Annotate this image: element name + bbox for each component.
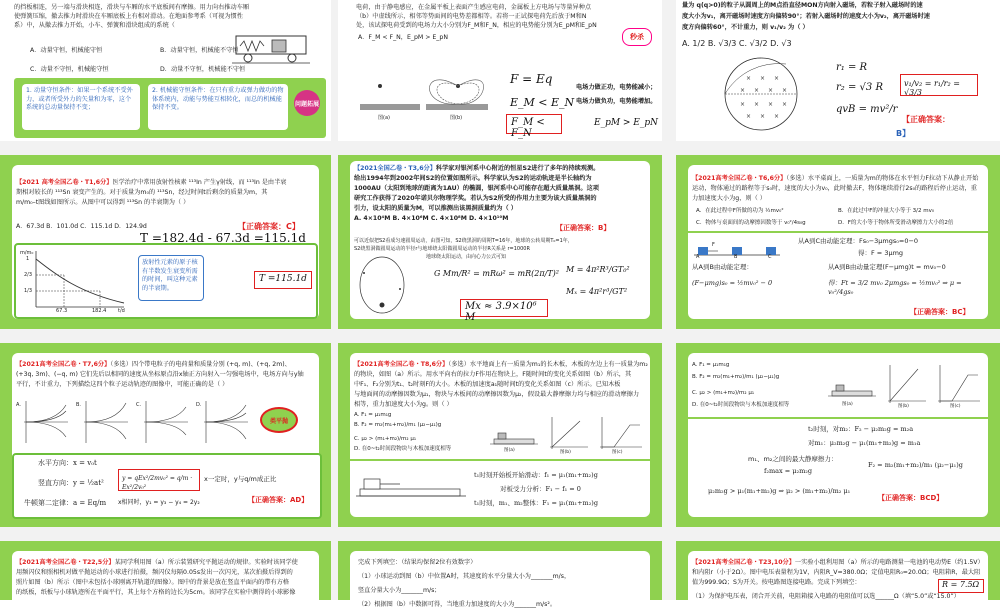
solution-equation: 牛顿第二定律：a = Eq/m	[24, 499, 107, 507]
option-c: C．动量不守恒，机械能守恒	[30, 66, 109, 73]
solution-equation: 对板受力分析：F₁ − f₁ = 0	[500, 485, 581, 493]
solution-equation: t₁时刻，m₁、m₂整体：F₁ = μ₁(m₁+m₂)g	[474, 499, 598, 507]
extend-badge: 问题拓展	[294, 90, 320, 116]
formula-radius-2: r₂ = √3 R	[836, 82, 883, 93]
slide-thumbnail-5[interactable]	[338, 155, 662, 329]
question-text-line: 照片如图（b）所示（图中未包括小球刚离开轨道的图像）。图中的背景是放在竖直平面内的带有方格	[16, 579, 290, 586]
y-axis-label: m/m₀	[20, 250, 34, 256]
solution-equation: 竖直方向：y = ½at²	[38, 479, 104, 487]
slide-thumbnail-12[interactable]	[676, 541, 1000, 600]
slide-thumbnail-3[interactable]	[676, 0, 1000, 141]
source-tag: 【2021高考全国乙卷・T23,10分】	[692, 559, 795, 566]
formula-gravity: G Mm/R² = mRω² = mR(2π/T)²	[434, 269, 559, 278]
source-tag: 【2021全国乙卷・T3,6分】	[354, 165, 436, 172]
answer-label: 【正确答案：BCD】	[878, 494, 944, 502]
question-text-line	[354, 361, 650, 370]
svg-text:×: ×	[746, 113, 752, 120]
field-figure	[360, 64, 488, 124]
formula-force-compare: F_M < F_N	[511, 117, 545, 139]
question-text-line	[692, 559, 988, 568]
question-text-line: 和内阻r（小于2Ω）。图中电压表量程为1V，内阻R_V=380.0Ω；定值电阻R₀=20.0Ω；电阻箱R，最大阻	[692, 569, 981, 576]
formula-ratio: v₁/v₂ = r₁/r₂ = √3/3	[904, 79, 960, 97]
option-c: C. μ₂ > (m₁+m₂)/m₂ μ₁	[354, 436, 417, 442]
figure-caption: 图(b)	[898, 404, 909, 409]
svg-text:×: ×	[740, 101, 746, 108]
hint-text-momentum: 1. 动量守恒条件：如果一个系统不受外力，或者所受外力的矢量和为零，这个系统的总动量保持不变；	[26, 87, 133, 112]
x-tick: 182.4	[92, 308, 107, 314]
hint-card-1	[22, 84, 140, 130]
option-b: B．在此过中F的冲量大小等于 3/2 mv₀	[838, 208, 935, 214]
trajectory-options-figure	[16, 399, 252, 445]
solution-text: S2绕黑洞做圆周运动的半径r与地球绕太阳做圆周运动的半径R关系是 r=1000R	[354, 246, 530, 252]
formula-field: E_M < E_N	[510, 96, 575, 109]
svg-text:×: ×	[768, 101, 774, 108]
solution-conclusion: x相同时，y₁ = y₃ − y₄ = 2y₂	[118, 499, 200, 506]
solution-equation: μ₂m₂g > μ₁(m₁+m₂)g ⇒ μ₂ > (m₁+m₂)/m₂ μ₁	[708, 487, 851, 495]
source-tag: 【2021高考全国乙卷・T8,6分】	[354, 361, 449, 368]
question-text-line: 运动，物体通过的路程等于s₀时，速度的大小为v₀，此时撤去F，物体继续滑行2s₀的路程后停止运动，重	[692, 185, 977, 192]
question-text-line: 值为999.9Ω；S为开关。按电路图连接电路。完成下列填空：	[692, 579, 861, 586]
question-text-line: 与地面间的动摩擦因数为μ₁，物块与木板间的动摩擦因数为μ₂，假设最大静摩擦力均与相应的滑动摩擦力	[354, 391, 640, 398]
question-text-line: 引力，设太阳的质量为M，可以推测出该黑洞质量约为（ ）	[354, 205, 517, 212]
answer-label: 【正确答案：BC】	[910, 308, 970, 316]
question-text-line: 使弹簧压缩，撤去推力时滑块在车厢底板上有相对滑动。在地面参考系（可视为惯性	[14, 13, 243, 20]
answer-value: B】	[896, 129, 911, 138]
half-life-definition: 放射性元素的原子核有半数发生衰变所需的时间，叫这种元素的半衰期。	[142, 259, 198, 292]
board-block-figure-large	[356, 467, 466, 507]
force-label: F	[712, 242, 715, 248]
question-text-line: 电荷，由于静电感应，在金属平板上表面产生感应电荷，金属板上方电场与等量异种点	[356, 4, 592, 11]
question-text-line: （1）为保护电压表，闭合开关前，电阻箱接入电路的电阻值可以选______Ω（填“5.0”或“15.0”）	[692, 593, 960, 600]
svg-text:×: ×	[782, 87, 788, 94]
projectile-badge: 类平抛	[260, 407, 298, 433]
figure-caption: 图(a)	[504, 448, 515, 453]
solution-equation: m₁、m₂之间的最大静摩擦力：	[748, 455, 838, 463]
option-d: D．F的大小等于物体所受滑动摩擦力大小的2倍	[838, 220, 954, 226]
formula-radius-1: r₁ = R	[836, 62, 868, 73]
half-life-result: T =115.1d	[259, 274, 307, 284]
answer-label: 【正确答案：B】	[556, 224, 611, 232]
answer-label: 【正确答案：C】	[238, 222, 300, 231]
question-text-line: 的纸板，纸板与小球轨迹所在平面平行，其上每个方格的边长为5cm。该同学在实验中测得的小球影像	[16, 589, 296, 596]
question-text: （多选）四个带电粒子的电荷量和质量分别 (+q, m)、(+q, 2m)、	[110, 361, 291, 368]
y-tick: 1	[26, 256, 30, 262]
hint-panel	[14, 78, 326, 138]
solution-equation: 得：Ft = 3/2 mv₀ 2μmgs₀ = ½mv₀² ⇒ μ = v₀²/4gs₀	[828, 279, 962, 296]
question-text-line: m/m₀–t图线如图所示。从图中可以得到 ¹¹³Sn 的半衰期为（ ）	[16, 199, 190, 206]
solution-panel	[14, 231, 318, 319]
option-c: C．物体与桌面间的动摩擦因数等于 v₀²/4s₀g	[696, 220, 806, 226]
question-text-line: 期相对较长的 ¹¹³Sn 衰变产生的。对于质量为m₀的 ¹¹³Sn，经过时间t后剩余的质量为m，其	[16, 189, 268, 196]
question-text-line	[16, 559, 322, 568]
solution-equation: y = qEx²/2mv₀² = q/m · Ex²/2v₀²	[122, 475, 193, 491]
svg-text:×: ×	[774, 75, 780, 82]
svg-text:×: ×	[740, 87, 746, 94]
svg-text:×: ×	[746, 75, 752, 82]
question-text: 一实验小组利用图（a）所示的电路测量一电池的电动势E（约1.5V）	[794, 559, 984, 566]
hint-card-2	[148, 84, 288, 130]
question-text-line: （1）小球运动到图（b）中位置A时，其速度的水平分量大小为_______m/s，	[358, 573, 571, 580]
option-b-label: B.	[76, 402, 82, 408]
options-row: A. 1/2 B. √3/3 C. √3/2 D. √3	[682, 39, 792, 48]
source-tag: 【2021 高考全国乙卷・T1,6分】	[16, 179, 113, 186]
question-text: 医学治疗中常用放射性核素 ¹¹³In 产生γ射线，而 ¹¹³In 是由半衰	[112, 179, 287, 186]
question-text-line	[354, 165, 646, 174]
figure-caption: 图(c)	[612, 450, 623, 455]
question-text: 某同学利用图（a）所示装置研究平抛运动的规律。实验时该同学使	[114, 559, 298, 566]
option-a: A．动量守恒，机械能守恒	[30, 47, 103, 54]
question-text: （多选）水平地面上有一质量为m₁的长木板，木板的左边上有一质量为m₂	[448, 361, 648, 368]
source-tag: 【2021高考全国乙卷・T7,6分】	[16, 361, 111, 368]
slide-thumbnail-9[interactable]	[676, 343, 1000, 527]
question-text-line: 处，该试探电荷受到的电场力大小分别为F_M和F_N，相应的电势能分别为E_pM和E_pN	[356, 22, 597, 29]
solution-equation: 水平方向：x = v₀t	[38, 459, 97, 467]
option-d: D．动量不守恒，机械能不守恒	[160, 66, 246, 73]
question-text-line: （2）根据图（b）中数据可得，当地重力加速度的大小为_______m/s²。	[358, 601, 557, 608]
figure-caption: 图(a)	[842, 402, 853, 407]
solution-panel	[12, 453, 322, 519]
divider	[688, 417, 988, 419]
question-text-line: 完成下列填空：（结果均保留2位有效数字）	[358, 559, 477, 566]
formula-sun-mass: M = 4π²R³/GT₀²	[566, 265, 630, 274]
definition-card	[138, 255, 204, 301]
svg-text:×: ×	[754, 101, 760, 108]
x-tick: 67.3	[56, 308, 68, 314]
svg-text:×: ×	[754, 87, 760, 94]
option-b: B. F₂ = m₂(m₁+m₂)/m₁ (μ₂−μ₁)g	[692, 374, 780, 380]
solution-equation: 从A到C由动能定理：Fs₀−3μmgs₀=0−0	[798, 237, 919, 245]
solution-equation: 对m₁：μ₂m₂g − μ₁(m₁+m₂)g = m₁a	[808, 439, 921, 447]
option-d: D. 在0~t₂时间段物块与木板加速度相等	[354, 446, 452, 452]
question-text-line: 1000AU（太阳到地球的距离为1AU）的椭圆，银河系中心可能存在超大质量黑洞。这项	[354, 185, 599, 192]
solution-equation: 得：F = 3μmg	[858, 249, 904, 257]
slide-thumbnail-10[interactable]	[0, 541, 331, 600]
answer-label: 【正确答案：AD】	[248, 496, 309, 504]
spring-cart-figure	[232, 28, 310, 64]
source-tag: 【2021高考全国乙卷・T6,6分】	[692, 175, 787, 182]
question-text-line: 系）中，从撤去推力开始，小车、弹簧和滑块组成的系统（	[14, 22, 175, 29]
answer-highlight-box	[254, 271, 312, 289]
option-a: A．F_M < F_N，E_pM > E_pN	[358, 34, 448, 41]
option-c-label: C.	[136, 402, 142, 408]
option-a: A. F₁ = μ₁m₁g	[354, 412, 392, 418]
figure-caption: 图(a)	[378, 115, 390, 121]
answer-highlight-box	[118, 469, 200, 491]
point-label: A	[696, 254, 700, 260]
svg-text:×: ×	[782, 101, 788, 108]
solution-conclusion: x一定时，y与q/m成正比	[204, 475, 277, 483]
answer-highlight-box	[900, 74, 978, 96]
question-text-line: 平行，不计重力，下列描绘这四个粒子运动轨迹的图像中，可能正确的是（ ）	[16, 381, 229, 388]
question-text-line	[692, 175, 988, 184]
answer-label: 【正确答案：	[902, 115, 950, 124]
solution-text: 地球绕太阳运动，由向心力公式可知	[426, 254, 507, 260]
question-text: （多选）水平桌面上，一质量为m的物体在水平恒力F拉动下从静止开始	[786, 175, 979, 182]
figure-caption: 图(b)	[450, 115, 463, 121]
option-a: A. F₁ = μ₁m₁g	[692, 362, 730, 368]
magnetic-field-circle-figure	[716, 44, 806, 134]
question-text-line: (+3q, 3m)、(−q, m) 它们先后以相同的速度从坐标原点沿x轴正方向射入一匀强电场中，电场方向与y轴	[16, 371, 304, 378]
svg-text:×: ×	[760, 113, 766, 120]
half-life-formula: T =182.4d - 67.3d =115.1d	[140, 231, 306, 245]
question-text-line: 用频闪仪和照相机对做平抛运动的小球进行拍摄，频闪仪每隔0.05s发出一次闪光，某次拍摄后得到的	[16, 569, 293, 576]
source-tag: 【2021高考全国乙卷・T22,5分】	[16, 559, 115, 566]
answer-highlight-box	[506, 114, 562, 139]
slide-thumbnail-4[interactable]	[0, 155, 331, 329]
question-text-line: 度方向偏转60°，不计重力，则 v₁/v₂ 为（ ）	[682, 24, 809, 31]
slide-thumbnail-6[interactable]	[676, 155, 1000, 329]
block-motion-figure	[694, 237, 780, 259]
y-tick: 2/3	[24, 272, 33, 278]
slide-thumbnail-2[interactable]	[338, 0, 662, 141]
solution-equation: t₁时刻开始板开始滑动：f₁ = μ₁(m₁+m₂)g	[474, 471, 598, 479]
option-a-label: A.	[16, 402, 21, 408]
solution-equation: t₂时刻，对m₂：F₂ − μ₂m₂g = m₂a	[808, 425, 914, 433]
option-c: C. μ₂ > (m₁+m₂)/m₂ μ₁	[692, 390, 755, 396]
question-text-line: 相等，重力加速度大小为g。则（ ）	[354, 401, 453, 408]
blackhole-mass-result: Mx ≈ 3.9×10⁶ M	[465, 301, 537, 323]
svg-text:×: ×	[774, 113, 780, 120]
question-text: 科学家对银河系中心附近的恒星S2进行了多年的持续观测。	[435, 165, 600, 172]
solution-equation: (F−μmg)s₀ = ½mv₀² − 0	[692, 279, 773, 287]
question-text-line: 给出1994年到2002年间S2的位置如图所示。科学家认为S2的运动轨迹是半长轴约为	[354, 175, 592, 182]
note-negative-work: 电场力做负功，电势能增加。	[576, 98, 657, 105]
question-text-line: 中F₁、F₂分别为t₁、t₂时刻F的大小。木板的加速度a₁随时间t的变化关系如图（c）所示。已知木板	[354, 381, 621, 388]
y-tick: 1/3	[24, 288, 33, 294]
question-text-line: 力加速度大小为g，则（ ）	[692, 195, 766, 202]
solution-equation: 从A到B由动量定理(F−μmg)t = mv₀−0	[828, 263, 946, 271]
slide-thumbnail-1[interactable]	[0, 0, 331, 141]
answer-highlight-box	[938, 579, 984, 593]
question-text-line: 的挡板相连，另一端与滑块相连，滑块与车厢的水平底板间有摩擦。用力向右推动车厢	[14, 4, 250, 11]
divider	[688, 231, 988, 233]
decay-curve-chart	[20, 249, 130, 313]
solution-equation: f₂max = μ₂m₂g	[764, 467, 813, 475]
resistance-result: R = 7.5Ω	[942, 580, 980, 589]
options-row: A. 4×10⁴M B. 4×10⁶M C. 4×10⁸M D. 4×10¹⁰M	[354, 215, 509, 222]
option-b: B．动量守恒，机械能不守恒	[160, 47, 239, 54]
question-text-line: （b）中虚线所示，相邻等势面间的电势差都相等。若将一正试探电荷先后放于M和N	[356, 13, 587, 20]
point-label: B	[734, 254, 738, 260]
question-text-line: 度大小为v₁，离开磁场时速度方向偏转90°；若射入磁场时的速度大小为v₂，离开磁场时速	[682, 13, 930, 20]
option-d: D. 在0~t₂时间段物块与木板加速度相等	[692, 402, 790, 408]
point-label: C	[768, 254, 772, 260]
question-text-line: 的物块，如图（a）所示。用水平向右的拉力F作用在物块上，F随时间t的变化关系如图（b）所示，其	[354, 371, 632, 378]
answer-highlight-box	[460, 299, 548, 323]
formula-force: F = Eq	[510, 72, 553, 86]
formula-blackhole-mass: Mₓ = 4π²r³/GT²	[566, 287, 628, 296]
slide-thumbnail-7[interactable]	[0, 343, 331, 527]
option-a: A．在此过程中F所做的功为 ½mv₀²	[696, 208, 784, 214]
question-text-line	[16, 361, 322, 370]
question-text-line: 竖直分量大小为_______m/s；	[358, 587, 441, 594]
figure-caption: 图(b)	[560, 450, 571, 455]
hint-text-energy: 2. 机械能守恒条件：在只有重力或弹力做功的物体系统内，动能与势能互相转化，而总的机械能保持不变。	[152, 87, 284, 112]
board-block-figures	[828, 361, 988, 413]
question-text-line	[16, 179, 320, 188]
note-positive-work: 电场力做正功，电势能减小；	[576, 84, 657, 91]
option-b: B. F₂ = m₂(m₁+m₂)/m₁ (μ₂−μ₁)g	[354, 422, 442, 428]
options-row: A．67.3d B．101.0d C．115.1d D．124.9d	[16, 223, 147, 230]
solution-equation: 从A到B由动能定理：	[692, 263, 753, 271]
slide-thumbnail-11[interactable]	[338, 541, 662, 608]
question-text-line: 研究工作获得了2020年诺贝尔物理学奖。若认为S2所受的作用力主要为该大质量黑洞的	[354, 195, 597, 202]
option-d-label: D.	[196, 402, 202, 408]
formula-lorentz: qvB = mv²/r	[836, 104, 898, 115]
slide-thumbnail-8[interactable]	[338, 343, 662, 527]
quick-solve-badge: 秒杀	[622, 28, 652, 46]
formula-potential: E_pM > E_pN	[594, 118, 659, 128]
board-block-figures	[490, 413, 650, 457]
orbit-figure	[354, 255, 410, 317]
question-text-line: 量为 q(q>0)的粒子从圆周上的M点沿直径MON方向射入磁场，若粒子射入磁场时的速	[682, 2, 923, 9]
figure-caption: 图(c)	[950, 404, 961, 409]
solution-text: 可以近似把S2看成匀速圆周运动，由图可知，S2绕黑洞的周期T=16年，地球的公转周期T₀=1年，	[354, 238, 573, 244]
solution-equation: F₂ = m₂(m₁+m₂)/m₁ (μ₂−μ₁)g	[868, 461, 963, 469]
x-axis-label: t/d	[118, 308, 125, 314]
svg-text:×: ×	[768, 87, 774, 94]
divider	[350, 459, 650, 461]
svg-text:×: ×	[760, 75, 766, 82]
